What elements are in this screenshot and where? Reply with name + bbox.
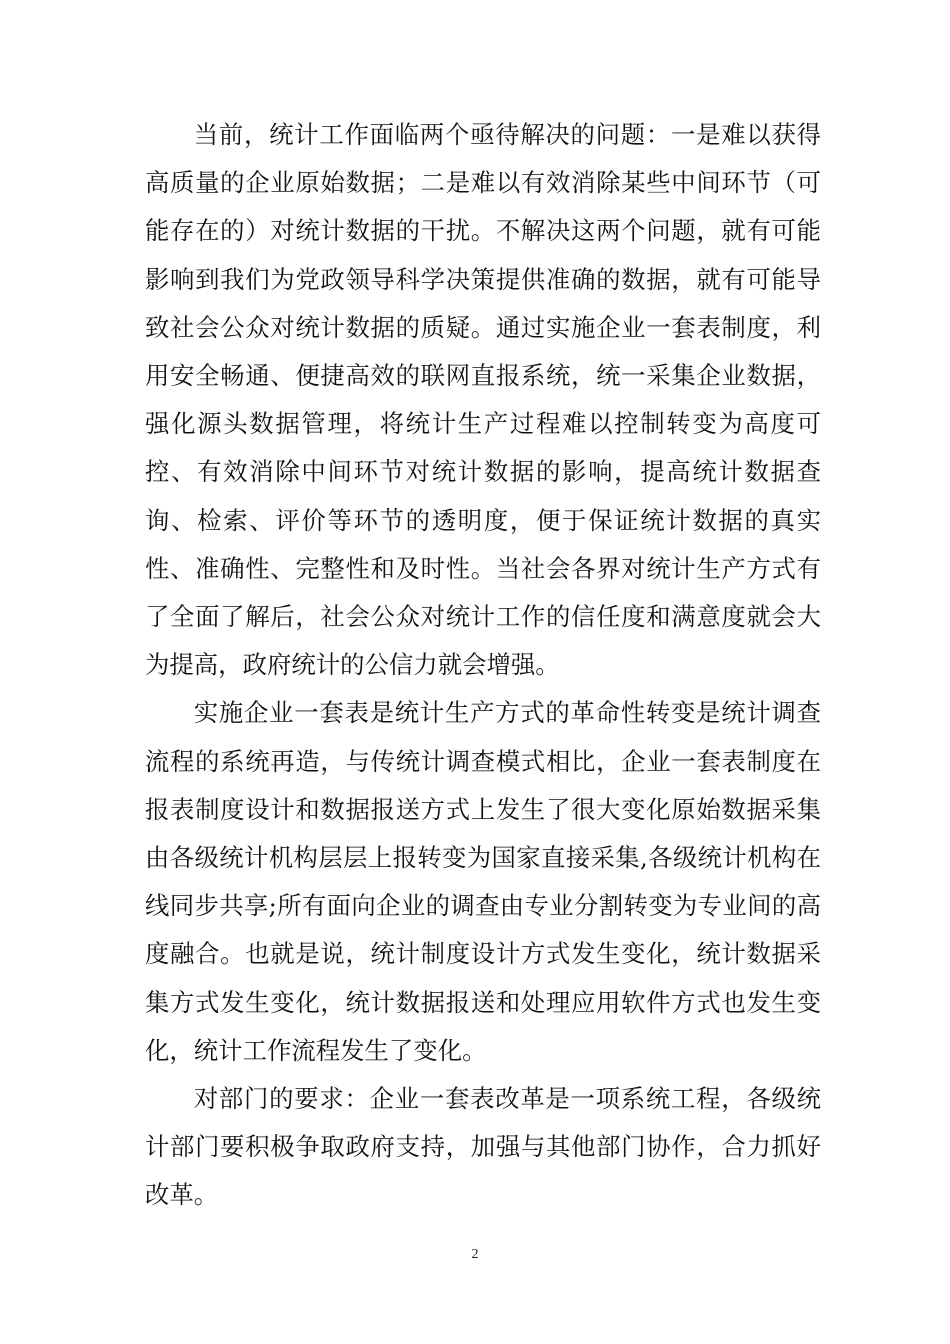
paragraph-enterprise-table-reform: 实施企业一套表是统计生产方式的革命性转变是统计调查流程的系统再造，与传统计调查模式相比，企业一套表制度在报表制度设计和数据报送方式上发生了很大变化原始数据采集由各级统计机构层层上报转变为国家直接采集,各级统计机构在线同步共享;所有面向企业的调查由专业分割转变为专业间的高度融合。也就是说，统计制度设计方式发生变化，统计数据采集方式发生变化，统计数据报送和处理应用软件方式也发生变化，统计工作流程发生了变化。	[145, 698, 821, 1065]
page-number: 2	[471, 1247, 479, 1262]
document-body	[145, 111, 821, 1220]
paragraph-statistics-problems: 当前，统计工作面临两个亟待解决的问题：一是难以获得高质量的企业原始数据；二是难以有效消除某些中间环节（可能存在的）对统计数据的干扰。不解决这两个问题，就有可能影响到我们为党政领导科学决策提供准确的数据，就有可能导致社会公众对统计数据的质疑。通过实施企业一套表制度，利用安全畅通、便捷高效的联网直报系统，统一采集企业数据，强化源头数据管理，将统计生产过程难以控制转变为高度可控、有效消除中间环节对统计数据的影响，提高统计数据查询、检索、评价等环节的透明度，便于保证统计数据的真实性、准确性、完整性和及时性。当社会各界对统计生产方式有了全面了解后，社会公众对统计工作的信任度和满意度就会大为提高，政府统计的公信力就会增强。	[145, 120, 821, 680]
paragraph-department-requirements: 对部门的要求：企业一套表改革是一项系统工程，各级统计部门要积极争取政府支持，加强与其他部门协作，合力抓好改革。	[145, 1084, 821, 1210]
